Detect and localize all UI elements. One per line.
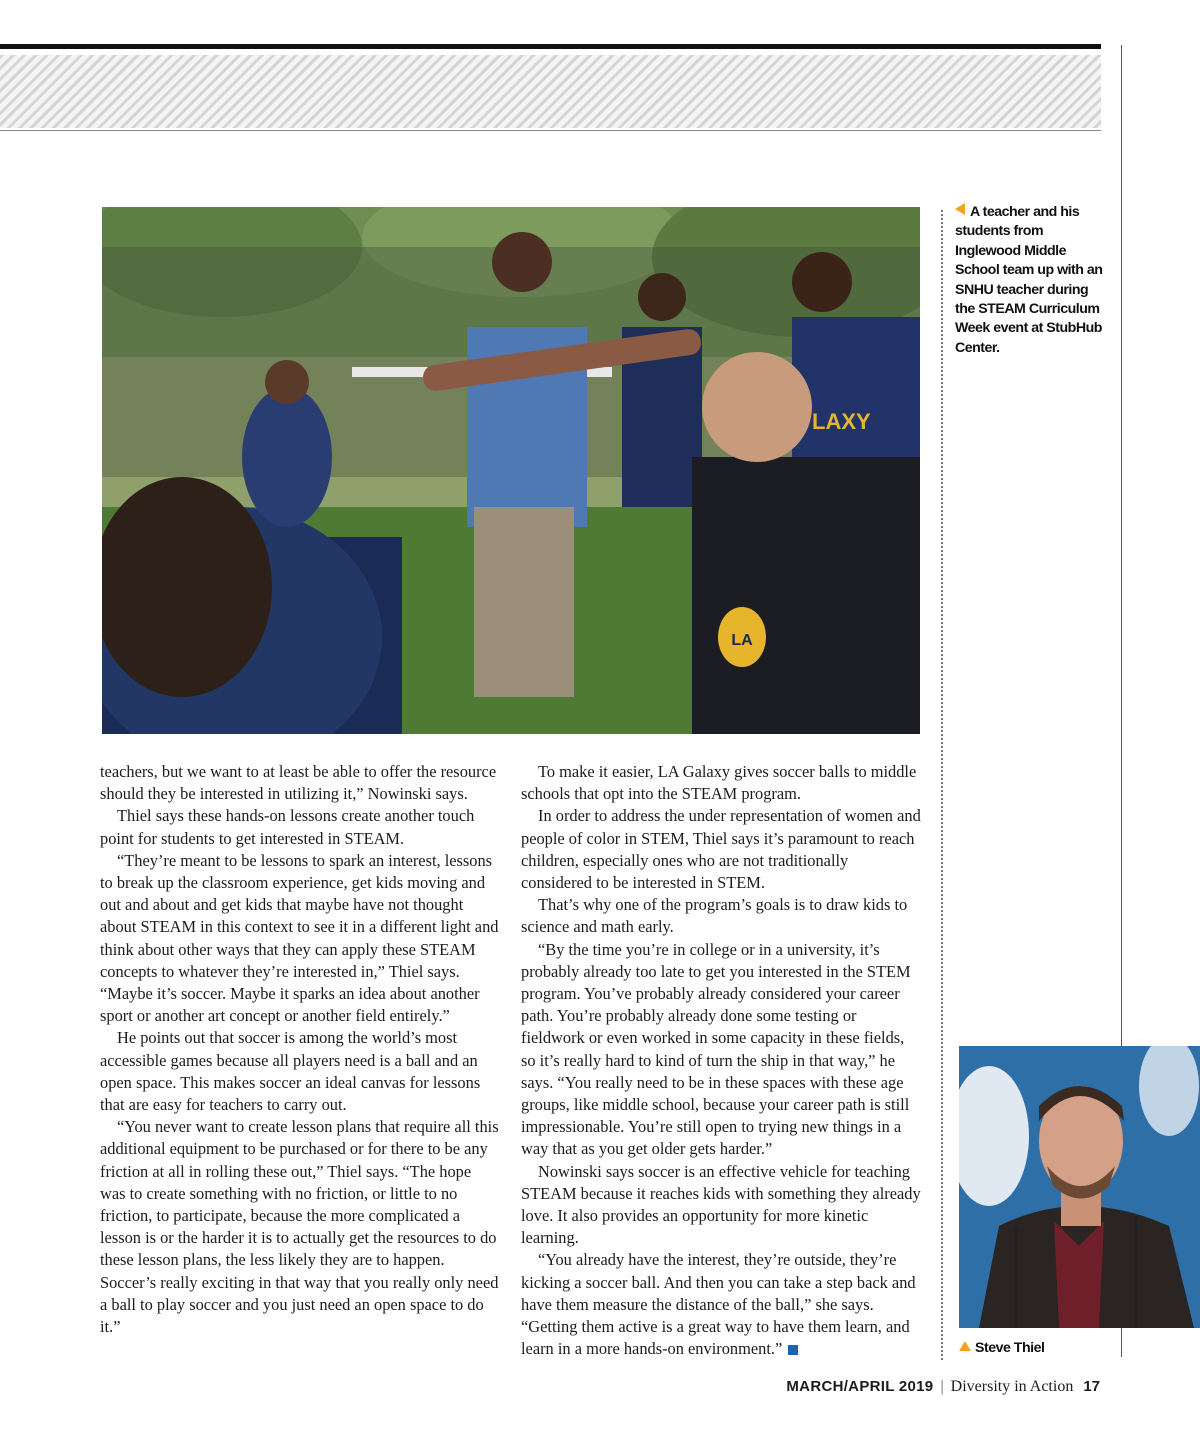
paragraph: teachers, but we want to at least be able to offer the resource should they be interested in utilizing it,” Nowinski says. — [100, 762, 497, 804]
header-stripe-band — [0, 55, 1101, 128]
speaker-portrait — [959, 1046, 1200, 1328]
article-left-column — [100, 761, 500, 1338]
paragraph: He points out that soccer is among the world’s most accessible games because all players need is a ball and an open space. This makes soccer an ideal canvas for lessons that are easy for teachers to carry out. — [100, 1028, 481, 1115]
portrait-caption-text: Steve Thiel — [975, 1340, 1045, 1356]
paragraph: In order to address the under representation of women and people of color in STEM, Thiel says it’s paramount to reach children, especially ones who are not traditionally considered to be interested in STEM. — [521, 806, 921, 893]
paragraph: Thiel says these hands-on lessons create another touch point for students to get interested in STEAM. — [100, 806, 475, 848]
portrait-caption — [959, 1340, 1044, 1356]
paragraph-last-text: “You already have the interest, they’re outside, they’re kicking a soccer ball. And then you can take a step back and have them measure the distance of the ball,” she says. “Getting them active is a great way to have them learn, and learn in a more hands-on environment.” — [521, 1250, 916, 1359]
caption-pointer-up-icon — [959, 1341, 971, 1351]
header-rule — [0, 130, 1101, 131]
end-of-article-icon — [788, 1345, 798, 1355]
caption-pointer-left-icon — [955, 203, 965, 215]
sidebar-dotted-divider — [941, 210, 943, 1360]
main-photo — [102, 207, 920, 734]
publication-name: Diversity in Action — [950, 1378, 1074, 1395]
paragraph: To make it easier, LA Galaxy gives soccer balls to middle schools that opt into the STEAM program. — [521, 762, 917, 804]
page-footer — [786, 1378, 1100, 1396]
paragraph: That’s why one of the program’s goals is to draw kids to science and math early. — [521, 895, 908, 937]
paragraph: “By the time you’re in college or in a university, it’s probably already too late to get you interested in the STEM program. You’ve probably already considered your career path. You’re probably already done some testing or fieldwork or even worked in some capacity in these fields, so it’s really hard to kind of turn the ship in that way,” he says. “You really need to be in these spaces with these age groups, like middle school, because your career path is still impressionable. You’re still open to trying new things in a way that as you get older gets harder.” — [521, 939, 911, 1159]
team-huddle-photo — [102, 207, 920, 734]
top-rule — [0, 44, 1101, 49]
issue-date: MARCH/APRIL 2019 — [786, 1378, 934, 1395]
paragraph: “They’re meant to be lessons to spark an interest, lessons to break up the classroom experience, get kids moving and out and about and get kids that maybe have not thought about STEAM in this context to see it in a different light and think about other ways that they can apply these STEAM concepts to whatever they’re interested in,” Thiel says. “Maybe it’s soccer. Maybe it sparks an idea about another sport or another art concept or another field entirely.” — [100, 850, 499, 1026]
photo-caption-text: A teacher and his students from Inglewood Middle School team up with an SNHU teacher during the STEAM Curriculum Week event at StubHub Center. — [955, 204, 1103, 356]
article-right-column — [521, 761, 921, 1360]
portrait-photo — [959, 1046, 1200, 1328]
footer-separator: | — [940, 1378, 944, 1395]
jersey-text: LAXY — [812, 409, 871, 434]
paragraph: Nowinski says soccer is an effective vehicle for teaching STEAM because it reaches kids with something they already love. It also provides an opportunity for more kinetic learning. — [521, 1161, 921, 1248]
page-number: 17 — [1083, 1378, 1100, 1395]
paragraph: “You never want to create lesson plans that require all this additional equipment to be purchased or for there to be any friction at all in rolling these out,” Thiel says. “The hope was to create something with no friction, or little to no friction, to participate, because the more complicated a lesson is or the harder it is to actually get the resources to do these lesson plans, the less likely they are to happen. Soccer’s really exciting in that way that you really only need a ball to play soccer and you just need an open space to do it.” — [100, 1117, 499, 1337]
badge-text: LA — [731, 632, 753, 649]
photo-caption — [955, 203, 1105, 358]
paragraph-last — [521, 1249, 921, 1360]
